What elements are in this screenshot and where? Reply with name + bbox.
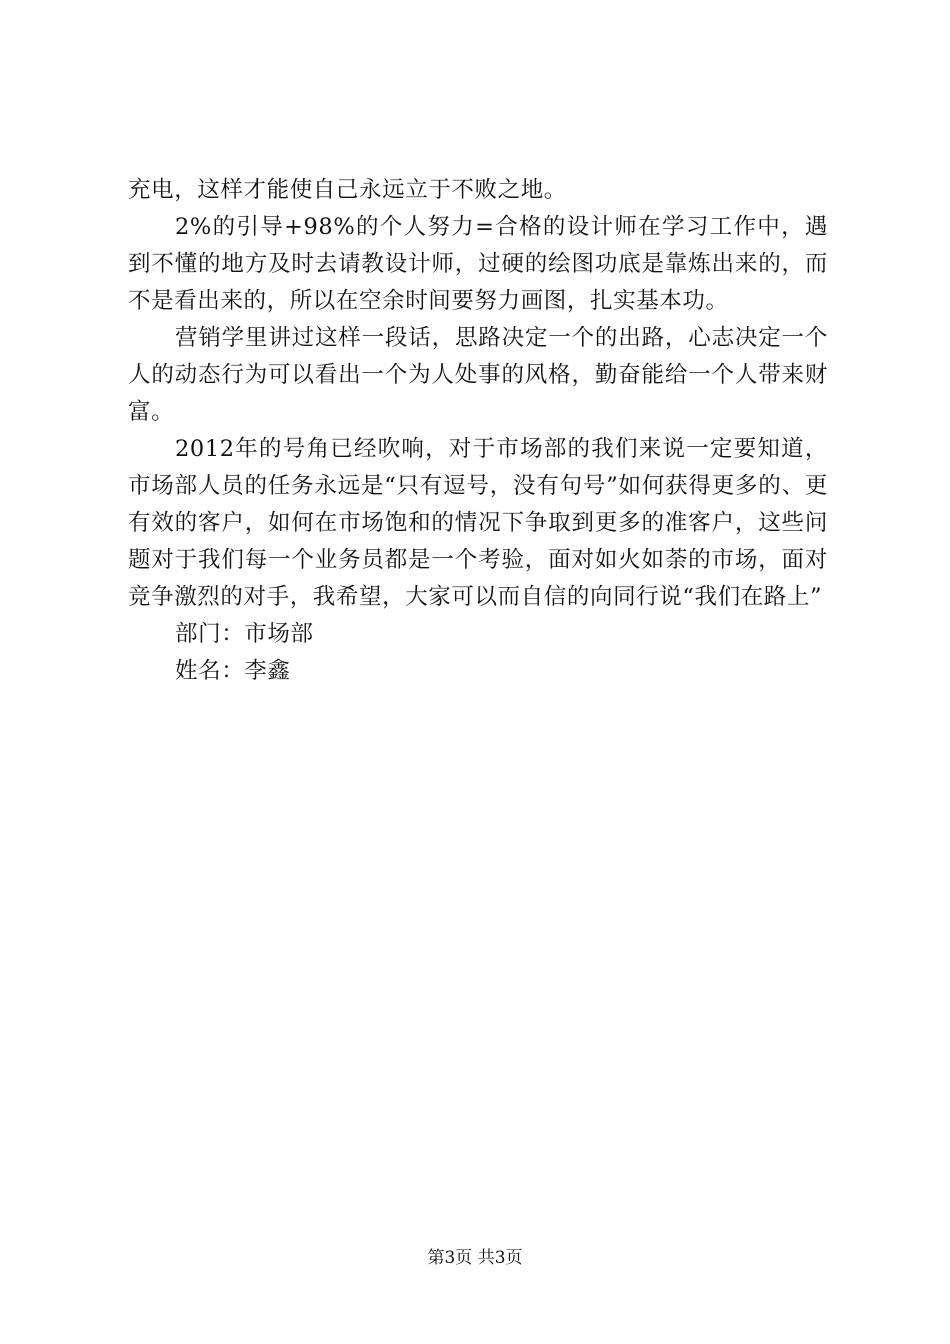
signature-name: 姓名：李鑫 [175, 658, 291, 684]
paragraph-2012-outlook: 2012年的号角已经吹响，对于市场部的我们来说一定要知道，市场部人员的任务永远是“只有逗号，没有句号”如何获得更多的、更有效的客户，如何在市场饱和的情况下争取到更多的准客户，这些问题对于我们每一个业务员都是一个考验，面对如火如荼的市场，面对竞争激烈的对手，我希望，大家可以而自信的向同行说“我们在路上” [128, 436, 828, 610]
paragraph-designer-learning: 2%的引导+98%的个人努力=合格的设计师在学习工作中，遇到不懂的地方及时去请教设计师，过硬的绘图功底是靠炼出来的，而不是看出来的，所以在空余时间要努力画图，扎实基本功。 [128, 214, 828, 314]
paragraph-marketing-quote: 营销学里讲过这样一段话，思路决定一个的出路，心志决定一个人的动态行为可以看出一个为人处事的风格，勤奋能给一个人带来财富。 [128, 325, 828, 425]
page-footer: 第3页 共3页 [427, 1248, 523, 1268]
document-body [128, 172, 828, 690]
paragraph-continuation: 充电，这样才能使自己永远立于不败之地。 [128, 177, 567, 203]
signature-department: 部门：市场部 [175, 621, 314, 647]
